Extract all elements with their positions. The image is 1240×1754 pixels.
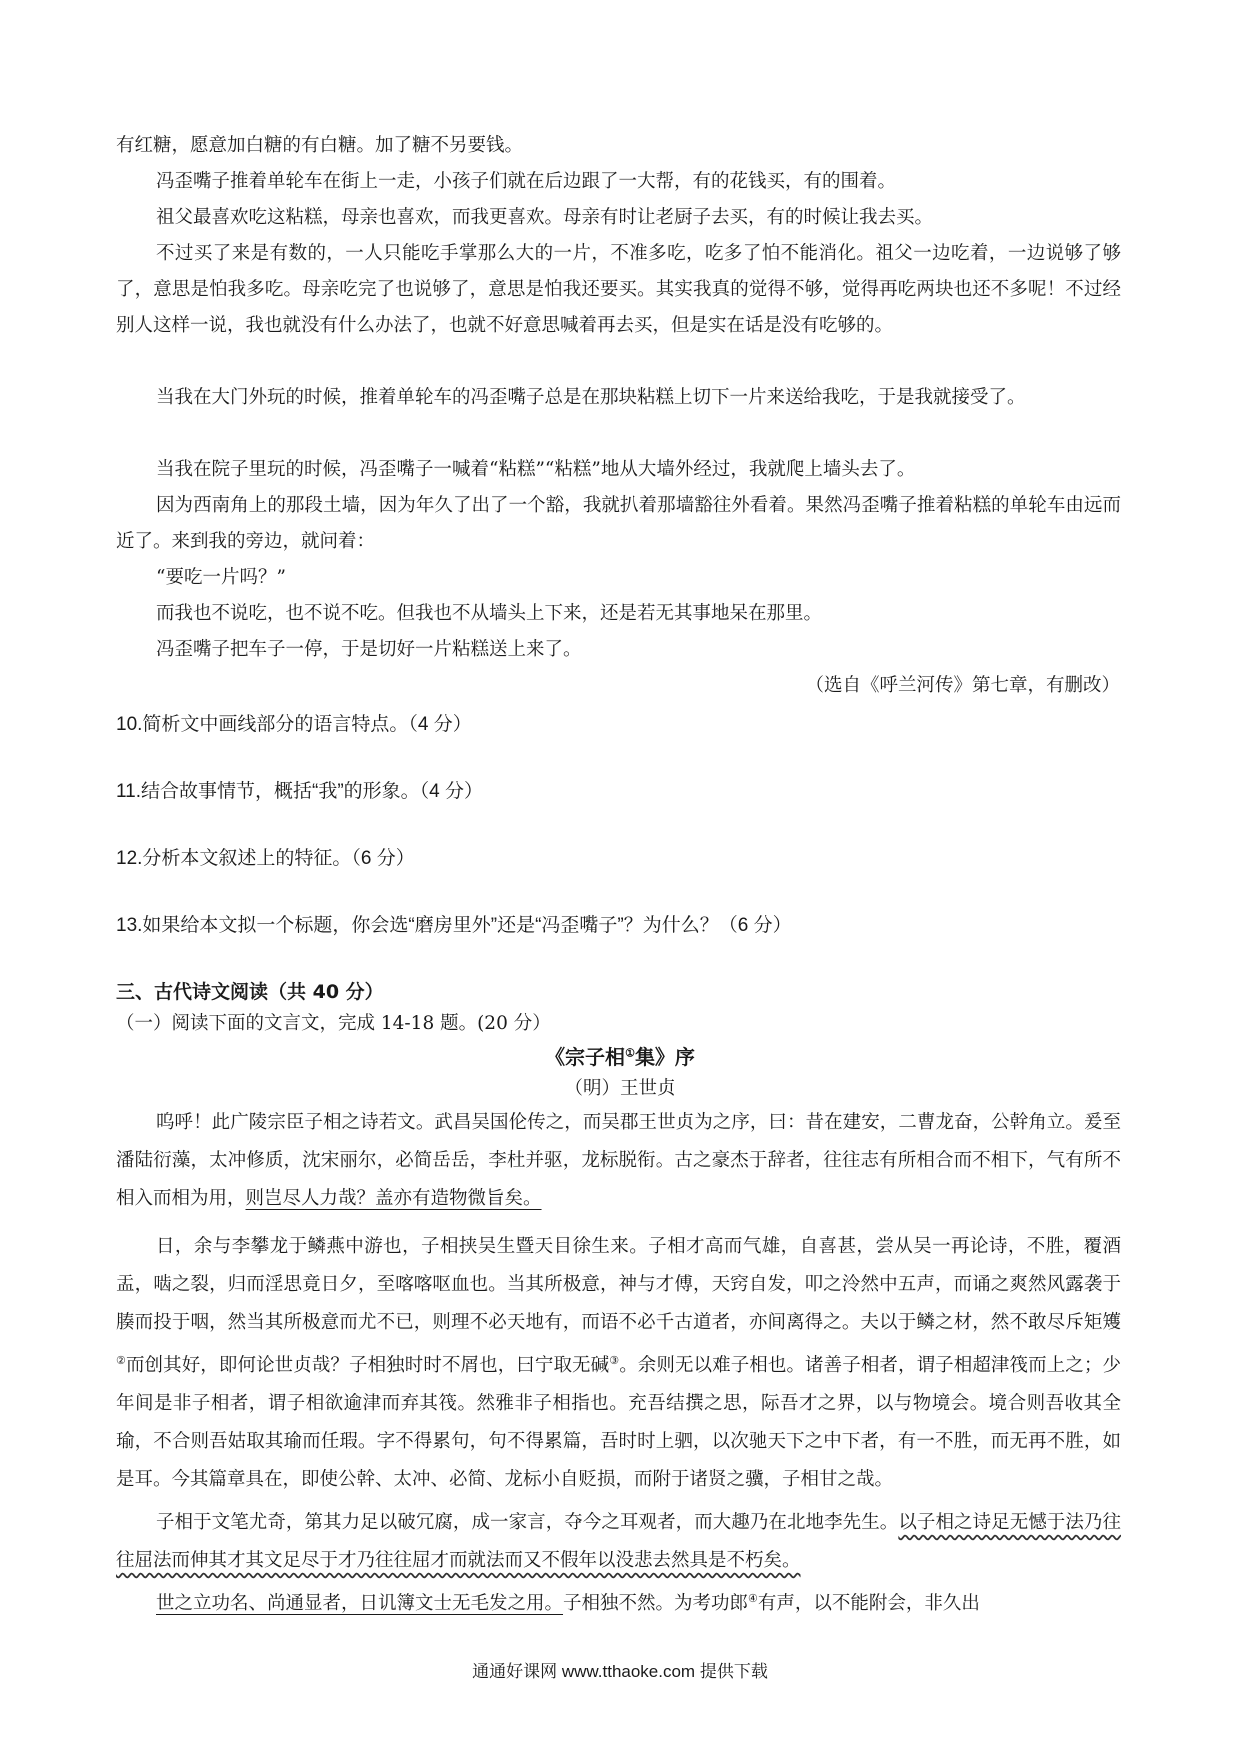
passage-author: （明）王世贞	[564, 1078, 676, 1099]
paragraph-text: 有声，以不能附会，非久出	[757, 1593, 980, 1615]
source-citation: （选自《呼兰河传》第七章，有删改）	[805, 675, 1120, 696]
page-footer: 通通好课网 www.tthaoke.com 提供下载	[472, 1662, 768, 1681]
underlined-sentence: 则岂尽人力哉？盖亦有造物微旨矣。	[245, 1188, 542, 1209]
wavy-underlined-sentence: 以子相之诗足无憾于法乃往往屈法而伸其才其文足尽于才乃往往屈才而就法而又不假年以没悲去然具是不朽矣。	[116, 1512, 1121, 1571]
story-line: 冯歪嘴子推着单轮车在街上一走，小孩子们就在后边跟了一大帮，有的花钱买，有的围着。	[156, 171, 897, 192]
story-line: “要吃一片吗？”	[156, 567, 286, 588]
paragraph-text: 呜呼！此广陵宗臣子相之诗若文。武昌吴国伦传之，而吴郡王世贞为之序，曰：昔在建安，二曹龙奋，公幹角立。爰至潘陆衍藻，太冲修质，沈宋丽尔，必简岳岳，李杜并驱，龙标脱衔。古之豪杰于辞者，往往志有所相合而不相下，气有所不相入而相为用，	[116, 1112, 1121, 1209]
title-part: 《宗子相	[545, 1045, 626, 1069]
underlined-sentence: 世之立功名、尚通显者，日讥簿文士无毛发之用。	[156, 1593, 564, 1615]
story-line: 而我也不说吃，也不说不吃。但我也不从墙头上下来，还是若无其事地呆在那里。	[156, 603, 823, 624]
story-line: 当我在院子里玩的时候，冯歪嘴子一喊着“粘糕”“粘糕”地从大墙外经过，我就爬上墙头去了。	[156, 459, 916, 480]
paragraph-text: 子相独不然。为考功郎	[563, 1593, 749, 1615]
section-heading: 三、古代诗文阅读（共 40 分）	[116, 981, 384, 1003]
question-13: 13.如果给本文拟一个标题，你会选“磨房里外”还是“冯歪嘴子”？为什么？（6 分）	[116, 915, 792, 936]
passage-paragraph-1	[116, 1104, 1121, 1218]
paragraph-text: 子相于文笔尤奇，第其力足以破冗腐，成一家言，夺今之耳观者，而大趣乃在北地李先生。	[156, 1512, 899, 1533]
question-10: 10.简析文中画线部分的语言特点。（4 分）	[116, 714, 472, 735]
story-line: 冯歪嘴子把车子一停，于是切好一片粘糕送上来了。	[156, 639, 582, 660]
passage-paragraph-4	[116, 1580, 1121, 1623]
paragraph-text: 而创其好，即何论世贞哉？子相独时时不屑也，曰宁取无碱	[125, 1355, 610, 1377]
story-paragraph: 不过买了来是有数的，一人只能吃手掌那么大的一片，不准多吃，吃多了怕不能消化。祖父一边吃着，一边说够了够了，意思是怕我多吃。母亲吃完了也说够了，意思是怕我还要买。其实我真的觉得不够，觉得再吃两块也还不多呢！不过经别人这样一说，我也就没有什么办法了，也就不好意思喊着再去买，但是实在话是没有吃够的。	[116, 243, 1121, 336]
story-paragraph: 因为西南角上的那段土墙，因为年久了出了一个豁，我就扒着那墙豁往外看着。果然冯歪嘴子推着粘糕的单轮车由远而近了。来到我的旁边，就问着：	[116, 495, 1121, 552]
paragraph-text: 日，余与李攀龙于鳞燕中游也，子相挟吴生暨天目徐生来。子相才高而气雄，自喜甚，尝从吴一再论诗，不胜，覆酒盂，啮之裂，归而淫思竟日夕，至喀喀呕血也。当其所极意，神与才傅，天窍自发，叩之泠然中五声，而诵之爽然风露袭于腠而投于咽，然当其所极意而尤不已，则理不必天地有，而语不必千古道者，亦间离得之。夫以于鳞之材，然不敢尽斥矩矱	[116, 1236, 1121, 1333]
passage-title	[0, 1041, 1240, 1070]
story-line: 有红糖，愿意加白糖的有白糖。加了糖不另要钱。	[116, 135, 524, 156]
footnote-marker: ③	[609, 1354, 620, 1367]
footnote-marker: ④	[748, 1592, 758, 1605]
story-paragraph: 当我在大门外玩的时候，推着单轮车的冯歪嘴子总是在那块粘糕上切下一片来送给我吃，于是我就接受了。	[156, 387, 1026, 408]
paragraph-text: 。余则无以难子相也。诸善子相者，谓子相超津筏而上之；少年间是非子相者，谓子相欲逾津而弃其筏。然雅非子相指也。充吾结撰之思，际吾才之界，以与物境会。境合则吾收其全瑜，不合则吾姑取其瑜而任瑕。字不得累句，句不得累篇，吾时时上驷，以次驰天下之中下者，有一不胜，而无再不胜，如是耳。今其篇章具在，即使公幹、太冲、必简、龙标小自贬损，而附于诸贤之骥，子相甘之哉。	[116, 1355, 1121, 1491]
title-part: 集》序	[634, 1045, 695, 1069]
passage-paragraph-2	[116, 1228, 1121, 1499]
passage-paragraph-3	[116, 1504, 1121, 1580]
section-subheading: （一）阅读下面的文言文，完成 14-18 题。(20 分）	[116, 1013, 551, 1034]
question-12: 12.分析本文叙述上的特征。（6 分）	[116, 848, 415, 869]
footnote-marker: ①	[625, 1046, 635, 1060]
story-line: 祖父最喜欢吃这粘糕，母亲也喜欢，而我更喜欢。母亲有时让老厨子去买，有的时候让我去买。	[156, 207, 934, 228]
footnote-marker: ②	[116, 1354, 126, 1367]
question-11: 11.结合故事情节，概括“我”的形象。（4 分）	[116, 781, 484, 802]
